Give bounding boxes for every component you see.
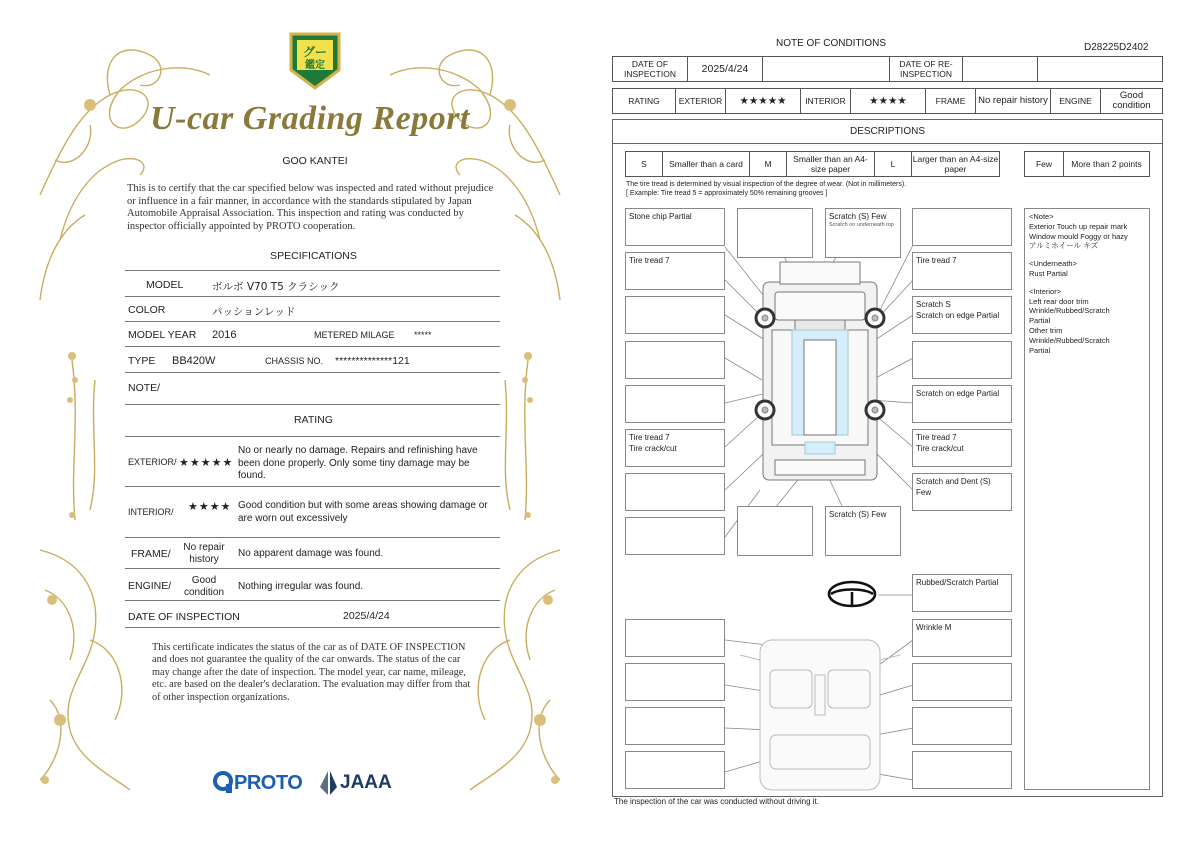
interior-description: Good condition but with some areas showing damage or are worn out excessively — [238, 500, 488, 524]
blank-cell — [962, 56, 1038, 82]
divider — [125, 486, 500, 487]
legend-l-desc: Larger than an A4-size paper — [911, 151, 1000, 177]
blank-cell — [1037, 56, 1163, 82]
certification-text: This is to certify that the car specified below was inspected and rated without prejudice or influence in a fair manner, in accordance with the standards stipulated by Japan Automobile Appraisal Association. This inspection and rating was conducted by inspector officially appointed by PROTO cooperation. — [127, 183, 494, 232]
model-value: ボルボ V70 T5 クラシック — [212, 281, 340, 293]
frame-value: No repair history — [183, 542, 225, 565]
legend-few: Few — [1024, 151, 1064, 177]
divider — [125, 404, 500, 405]
blank-cell — [762, 56, 890, 82]
legend-m: M — [749, 151, 787, 177]
metered-milage-value: ***** — [414, 330, 432, 340]
sheet-title: NOTE OF CONDITIONS — [776, 38, 886, 49]
note-line: Partial — [1029, 345, 1051, 355]
legend-s-desc: Smaller than a card — [662, 151, 750, 177]
chassis-label: CHASSIS NO. — [265, 356, 324, 366]
date-of-inspection-value: 2025/4/24 — [687, 56, 763, 82]
rating-heading: RATING — [294, 414, 333, 426]
damage-box-blank — [625, 619, 725, 657]
date-of-inspection-value: 2025/4/24 — [343, 610, 390, 622]
spacer — [1029, 279, 1145, 287]
interior-heading: <Interior> — [1029, 286, 1062, 296]
date-of-reinspection-label: DATE OF RE-INSPECTION — [889, 56, 963, 82]
tire-note: The tire tread is determined by visual inspection of the degree of wear. (Not in millimeters). — [626, 181, 907, 188]
spacer — [1029, 251, 1145, 259]
damage-box-blank — [912, 707, 1012, 745]
exterior-label: EXTERIOR — [675, 88, 726, 114]
exterior-stars: ★★★★★ — [179, 457, 234, 469]
damage-box-front-center — [825, 208, 901, 258]
model-label: MODEL — [146, 279, 184, 291]
note-heading: <Note> — [1029, 212, 1054, 221]
divider — [125, 346, 500, 347]
engine-description: Nothing irregular was found. — [238, 581, 364, 592]
interior-label: INTERIOR — [800, 88, 851, 114]
damage-box-blank — [625, 707, 725, 745]
damage-box-right-front-door-l1: Scratch S — [916, 300, 951, 309]
divider — [125, 600, 500, 601]
damage-box-blank — [912, 208, 1012, 246]
engine-label: ENGINE/ — [128, 580, 172, 592]
divider — [125, 296, 500, 297]
damage-box-blank — [912, 341, 1012, 379]
damage-box-blank — [737, 208, 813, 258]
proto-logo-icon — [212, 770, 234, 794]
frame-value: No repair history — [975, 88, 1051, 114]
bottom-note: The inspection of the car was conducted without driving it. — [614, 797, 819, 806]
note-line: Rust Partial — [1029, 268, 1068, 278]
damage-box-blank — [625, 341, 725, 379]
damage-box-front-center-sub: Scratch on underneath top — [829, 222, 894, 228]
damage-box-blank — [625, 296, 725, 334]
divider — [125, 270, 500, 271]
damage-box-blank — [912, 663, 1012, 701]
notes-panel — [1024, 208, 1150, 790]
report-subtitle: GOO KANTEI — [282, 155, 348, 167]
specifications-heading: SPECIFICATIONS — [270, 250, 357, 262]
divider — [125, 372, 500, 373]
rating-label: RATING — [612, 88, 676, 114]
date-of-inspection-label: DATE OF INSPECTION — [128, 611, 240, 623]
engine-label: ENGINE — [1050, 88, 1101, 114]
engine-value: Good condition — [183, 575, 225, 598]
type-label: TYPE — [128, 355, 156, 367]
interior-label: INTERIOR/ — [128, 507, 174, 517]
document-id: D28225D2402 — [1084, 42, 1149, 53]
damage-box-front-left: Stone chip Partial — [625, 208, 725, 246]
type-value: BB420W — [172, 355, 216, 367]
damage-box-right-rear-door: Scratch on edge Partial — [912, 385, 1012, 423]
note-line: Wrinkle/Rubbed/Scratch — [1029, 306, 1110, 316]
damage-box-rear-right: Scratch and Dent (S) Few — [912, 473, 1012, 511]
damage-box-right-front-door-l2: Scratch on edge Partial — [916, 311, 1000, 320]
note-line: Exterior Touch up repair mark — [1029, 221, 1128, 231]
certificate-disclaimer: This certificate indicates the status of the car as of DATE OF INSPECTION and does not guarantee the quality of the car onwards. The status of the car may change after the date of inspection. The model year, car name, mileage, etc. are based on the dealer's declaration. The evaluation may differ from that of other inspection organizations. — [152, 642, 471, 703]
damage-box-blank — [625, 663, 725, 701]
frame-label: FRAME/ — [131, 548, 171, 560]
damage-box-blank — [625, 385, 725, 423]
legend-s: S — [625, 151, 663, 177]
divider — [125, 436, 500, 437]
underneath-heading: <Underneath> — [1029, 259, 1077, 269]
jaaa-logo: JAAA — [340, 772, 392, 793]
damage-box-blank — [737, 506, 813, 556]
note-line: Window mould Foggy or hazy — [1029, 231, 1128, 241]
damage-box-blank — [625, 473, 725, 511]
note-line: Wrinkle/Rubbed/Scratch — [1029, 335, 1110, 345]
svg-text:鑑定: 鑑定 — [305, 60, 325, 71]
damage-box-rear-center: Scratch (S) Few — [825, 506, 901, 556]
exterior-description: No or nearly no damage. Repairs and refinishing have been done properly. Only some tiny damage may be found. — [238, 445, 478, 481]
damage-box-interior-front: Wrinkle M — [912, 619, 1012, 657]
frame-description: No apparent damage was found. — [238, 548, 384, 559]
note-line: Left rear door trim — [1029, 296, 1089, 306]
interior-stars: ★★★★ — [188, 501, 232, 513]
color-label: COLOR — [128, 304, 166, 316]
damage-box-blank — [625, 751, 725, 789]
damage-box-front-right-tire: Tire tread 7 — [912, 252, 1012, 290]
tire-example: [ Example: Tire tread 5 = approximately 50% remaining grooves ] — [626, 190, 828, 197]
note-line: Other trim — [1029, 325, 1063, 335]
goo-kantei-badge-icon — [287, 30, 343, 92]
date-of-inspection-label: DATE OF INSPECTION — [612, 56, 688, 82]
damage-box-rear-right-tire-l1: Tire tread 7 — [916, 433, 957, 442]
damage-box-front-left-tire: Tire tread 7 — [625, 252, 725, 290]
damage-box-rear-right-tire — [912, 429, 1012, 467]
color-value: パッションレッド — [212, 306, 296, 318]
descriptions-heading: DESCRIPTIONS — [612, 119, 1163, 144]
metered-milage-label: METERED MILAGE — [314, 330, 395, 340]
damage-box-rear-left-tire — [625, 429, 725, 467]
model-year-value: 2016 — [212, 329, 237, 341]
divider — [125, 321, 500, 322]
legend-l: L — [874, 151, 912, 177]
damage-box-blank — [625, 517, 725, 555]
legend-m-desc: Smaller than an A4-size paper — [786, 151, 875, 177]
divider — [125, 537, 500, 538]
damage-box-rear-left-tire-l1: Tire tread 7 — [629, 433, 670, 442]
damage-box-right-front-door — [912, 296, 1012, 334]
proto-logo: PROTO — [234, 772, 303, 794]
legend-few-desc: More than 2 points — [1063, 151, 1150, 177]
jaaa-logo-icon — [318, 770, 338, 796]
exterior-stars: ★★★★★ — [725, 88, 801, 114]
exterior-label: EXTERIOR/ — [128, 457, 177, 467]
note-line: アルミホイール キズ — [1029, 241, 1099, 251]
damage-box-steering: Rubbed/Scratch Partial — [912, 574, 1012, 612]
damage-box-blank — [912, 751, 1012, 789]
damage-box-front-center-text: Scratch (S) Few — [829, 212, 887, 221]
damage-box-rear-right-tire-l2: Tire crack/cut — [916, 444, 964, 453]
model-year-label: MODEL YEAR — [128, 329, 197, 341]
chassis-value: **************121 — [335, 355, 410, 367]
note-line: Partial — [1029, 316, 1051, 326]
report-title: U-car Grading Report — [150, 100, 470, 137]
note-of-conditions-sheet — [600, 0, 1200, 848]
interior-stars: ★★★★ — [850, 88, 926, 114]
damage-box-rear-left-tire-l2: Tire crack/cut — [629, 444, 677, 453]
divider — [125, 627, 500, 628]
engine-value: Good condition — [1100, 88, 1163, 114]
divider — [125, 568, 500, 569]
frame-label: FRAME — [925, 88, 976, 114]
note-label: NOTE/ — [128, 382, 161, 394]
svg-text:グー: グー — [302, 45, 328, 59]
